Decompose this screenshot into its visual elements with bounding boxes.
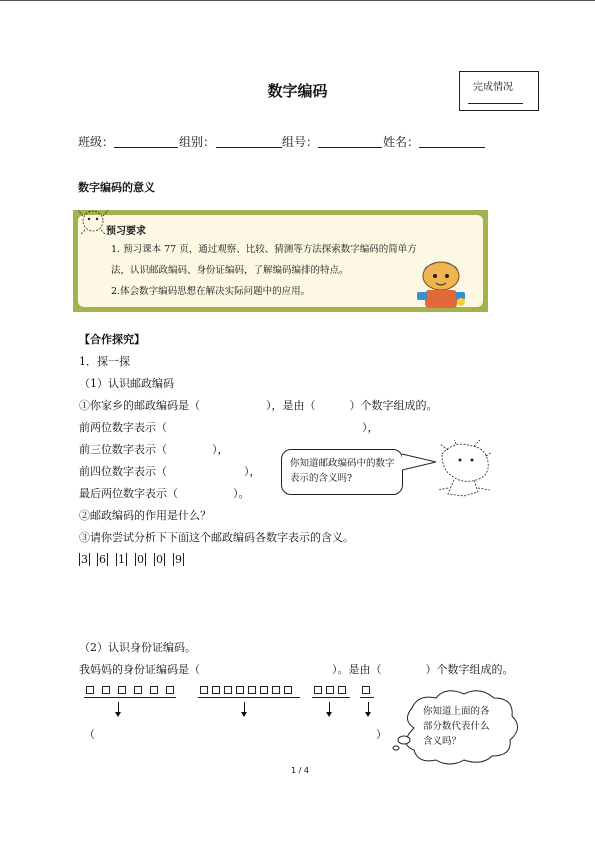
arrow-down-icon (326, 712, 332, 717)
id-square (260, 686, 268, 694)
zip-purpose-question: ②邮政编码的作用是什么？ (79, 509, 211, 522)
id-group4-underline (360, 697, 374, 698)
zip-digit-5: 0 (156, 553, 163, 566)
id-square (118, 686, 126, 694)
zip-question-a: ①你家乡的邮政编码是（ (79, 399, 200, 412)
group-blank[interactable] (216, 147, 282, 148)
id-code-squares (86, 686, 386, 702)
top-rule (0, 0, 595, 1)
step1-heading: 1．探一探 (79, 355, 130, 368)
id-square (314, 686, 322, 694)
cloud-text: 你知道上面的各部分数代表什么含义吗？ (423, 706, 490, 747)
front2-end: ）， (362, 421, 379, 434)
zip-question-c: ）个数字组成的。 (349, 399, 438, 412)
id-meaning-open-paren: （ (84, 728, 95, 741)
group-label: 组别： (179, 135, 216, 149)
name-label: 姓名： (383, 135, 420, 149)
explore-heading: 【合作探究】 (79, 333, 145, 346)
group-no-label: 组号： (282, 135, 319, 149)
id-question-a: 我妈妈的身份证编码是（ (79, 663, 200, 676)
front3-line (79, 441, 229, 457)
zip-speech-bubble (281, 449, 403, 495)
front4-end: ）， (244, 465, 261, 478)
section-heading: 数字编码的意义 (78, 181, 155, 194)
zip-digit-4: 0 (137, 553, 144, 566)
zip-digit-6: 9 (175, 553, 182, 566)
id-question-c: ）个数字组成的。 (425, 663, 514, 676)
class-label: 班级： (78, 135, 115, 149)
status-blank (468, 103, 523, 104)
part1-title: （1）认识邮政编码 (79, 377, 174, 390)
preview-banner (73, 210, 488, 312)
front3-label: 前三位数字表示（ (79, 443, 167, 456)
id-square (166, 686, 174, 694)
preview-line-2: 法，认识邮政编码、身份证编码，了解编码编排的特点。 (111, 265, 349, 276)
status-box (459, 71, 539, 111)
last2-line (79, 485, 250, 501)
id-square (212, 686, 220, 694)
id-square (102, 686, 110, 694)
cartoon-kid-icon (409, 256, 473, 312)
status-label: 完成情况 (473, 82, 513, 93)
id-square (150, 686, 158, 694)
arrow-down-icon (115, 712, 121, 717)
page-title: 数字编码 (267, 82, 328, 100)
id-square (86, 686, 94, 694)
zip-question-b: ），是由（ (266, 399, 316, 412)
front2-label: 前两位数字表示（ (79, 421, 167, 434)
zip-digit-3: 1 (118, 553, 125, 566)
id-group1-underline (84, 697, 176, 698)
id-question-b: ）。是由（ (332, 663, 382, 676)
preview-heading: 预习要求 (106, 226, 146, 237)
id-square (362, 686, 370, 694)
zip-digit-2: 6 (99, 553, 106, 566)
arrow-down-icon (365, 712, 371, 717)
name-blank[interactable] (419, 147, 485, 148)
zip-digit-1: 3 (81, 553, 88, 566)
id-square (236, 686, 244, 694)
id-group2-underline (198, 697, 300, 698)
id-square (326, 686, 334, 694)
last2-end: ）。 (233, 487, 250, 500)
front3-end: ）， (212, 443, 229, 456)
zip-question-line (79, 397, 438, 413)
zip-analysis-question: ③请你尝试分析下下面这个邮政编码各数字表示的含义。 (79, 531, 354, 544)
front4-line (79, 463, 261, 479)
group-no-blank[interactable] (318, 147, 382, 148)
zip-bubble-text: 你知道邮政编码中的数字表示的含义吗? (290, 458, 395, 484)
arrow-down-icon (241, 712, 247, 717)
id-question-line (79, 661, 514, 677)
id-square (200, 686, 208, 694)
id-square (248, 686, 256, 694)
id-square (224, 686, 232, 694)
bubble-tail-icon (402, 452, 436, 472)
front2-line (79, 419, 379, 435)
id-group3-underline (312, 697, 350, 698)
id-meaning-close-paren: ） (376, 728, 387, 741)
cartoon-sketch-icon (75, 206, 111, 236)
preview-line-3: 2.体会数字编码思想在解决实际问题中的应用。 (111, 286, 311, 297)
front4-label: 前四位数字表示（ (79, 465, 167, 478)
page-number: 1 / 4 (291, 766, 309, 775)
student-info-row (78, 133, 498, 149)
part2-title: （2）认识身份证编码。 (79, 641, 196, 654)
last2-label: 最后两位数字表示（ (79, 487, 178, 500)
id-square (284, 686, 292, 694)
id-square (134, 686, 142, 694)
preview-line-1: 1. 预习课本 77 页，通过观察、比较、猜测等方法探索数字编码的简单方 (111, 244, 417, 255)
zip-digit-row (79, 553, 199, 567)
id-square (272, 686, 280, 694)
class-blank[interactable] (114, 147, 178, 148)
id-square (338, 686, 346, 694)
cartoon-boy-sketch-icon (434, 440, 494, 500)
